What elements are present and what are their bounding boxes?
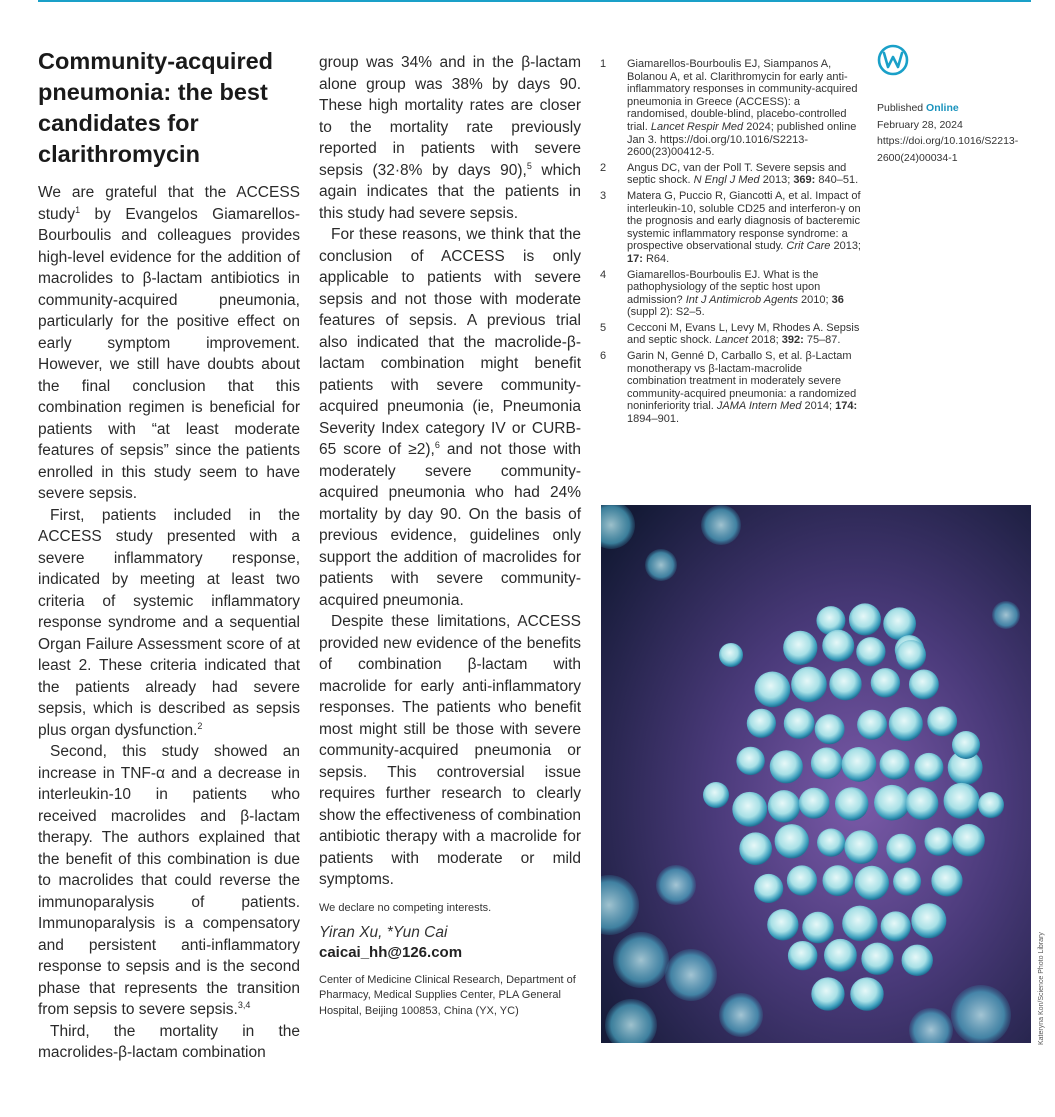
bacterium-cell <box>770 750 803 783</box>
bacterium-cell <box>842 906 877 941</box>
bacterium-cell <box>896 640 926 670</box>
bacterium-cell <box>736 747 764 775</box>
article-column-2 <box>319 52 581 1019</box>
reference-item: 4 Giamarellos-Bourboulis EJ. What is the pathophysiology of the septic host upon admission? Int J Antimicrob Agents 2010; 36 (suppl 2): S2–5. <box>600 268 844 319</box>
bacterium-cell <box>857 710 887 740</box>
paragraph: Third, the mortality in the macrolides-β-lactam combination <box>38 1022 300 1061</box>
bacterium-cell <box>861 943 893 975</box>
bacterium-cell <box>927 706 957 736</box>
bacterium-cell <box>829 668 861 700</box>
reference-number: 3 <box>600 189 607 202</box>
bacterium-cell <box>880 749 910 779</box>
reference-number: 6 <box>600 350 607 363</box>
bacterium-cell <box>856 637 885 666</box>
paragraph: Despite these limitations, ACCESS provided new evidence of the benefits of combination β-lactam with macrolide for early anti-inflammatory responses. The patients who benefit most might still be those with severe community-acquired pneumonia or sepsis. This controversial issue requires further research to clearly show the effectiveness of combination antibiotic therapy with a macrolide for patients with moderate or mild symptoms. <box>319 613 581 888</box>
online-label: Online <box>926 102 959 114</box>
competing-interests: We declare no competing interests. <box>319 901 492 914</box>
published-line: Published Online <box>877 102 959 114</box>
reference-item: 1 Giamarellos-Bourboulis EJ, Siampanos A, Bolanou A, et al. Clarithromycin for early anti-inflammatory responses in community-acquired pneumonia in Greece (ACCESS): a randomised, double-blind, placebo-controlled trial. Lancet Respir Med 2024; published online Jan 3. https://doi.org/10.1016/S2213-2600(23)00412-5. <box>600 58 858 159</box>
bacterium-cell <box>768 790 800 822</box>
bacterium-cell <box>799 788 830 819</box>
bacterium-cell <box>881 911 911 941</box>
bacterium-cell <box>754 874 783 903</box>
bacterium-cell <box>889 707 923 741</box>
bacterium-cell <box>775 824 809 858</box>
bacterium-cell <box>732 792 767 827</box>
bacterium-cell <box>755 672 791 708</box>
blurred-cell <box>656 865 696 905</box>
reference-number: 5 <box>600 321 607 334</box>
blurred-cell <box>992 601 1020 629</box>
bacterium-cell <box>835 787 868 820</box>
publication-date: February 28, 2024 <box>877 118 963 131</box>
bacterium-cell <box>811 747 843 779</box>
authors: Yiran Xu, *Yun Cai <box>319 923 448 941</box>
bacterium-cell <box>815 714 845 744</box>
bacterium-cell <box>952 731 980 759</box>
bacterium-cell <box>842 747 877 782</box>
reference-item: 5 Cecconi M, Evans L, Levy M, Rhodes A. Sepsis and septic shock. Lancet 2018; 392: 75–87. <box>600 321 860 347</box>
bacterium-cell <box>784 708 815 739</box>
bacterium-cell <box>924 828 952 856</box>
bacteria-illustration <box>601 505 1031 1043</box>
bacterium-cell <box>931 865 962 896</box>
bacterium-cell <box>911 903 946 938</box>
bacterium-cell <box>767 909 798 940</box>
bacterium-cell <box>886 834 916 864</box>
article-title: Community-acquired pneumonia: the best candidates for clarithromycin <box>38 48 274 167</box>
bacterium-cell <box>914 753 943 782</box>
paragraph: We are grateful that the ACCESS study$^1$ by Evangelos Giamarellos-Bourboulis and colleagues provides high-level evidence for the addition of macrolides to β-lactam antibiotics in community-acquired pneumonia, particularly for the positive effect on early symptom improvement. However, we still have doubts about the final conclusion that this combination regimen is beneficial for patients with “at least moderate features of sepsis” since the patients enrolled in this study seem to have severe sepsis. <box>38 184 300 502</box>
bacterium-cell <box>739 832 772 865</box>
bacterium-cell <box>883 607 916 640</box>
reference-item: 2 Angus DC, van der Poll T. Severe sepsis and septic shock. N Engl J Med 2013; 369: 840–51. <box>600 161 859 187</box>
blurred-cell <box>719 993 763 1037</box>
bacterium-cell <box>893 868 921 896</box>
blurred-cell <box>645 549 677 581</box>
online-first-logo-icon <box>877 44 909 76</box>
bacterium-cell <box>822 630 854 662</box>
bacterium-cell <box>871 668 900 697</box>
bacterium-cell <box>953 824 985 856</box>
bacterium-cell <box>978 792 1004 818</box>
bacterium-cell <box>824 939 857 972</box>
image-credit: Kateryna Kon/Science Photo Library <box>1038 932 1045 1045</box>
paragraph: First, patients included in the ACCESS study presented with a severe inflammatory response, indicated by meeting at least two criteria of systemic inflammatory response syndrome and a sequential Organ Failure Assessment score of at least 2. These criteria indicated that the patients already had severe sepsis, which is described as sepsis plus organ dysfunction.$^2$ <box>38 506 300 739</box>
paragraph: Second, this study showed an increase in TNF-α and a decrease in interleukin-10 in patients who received macrolides and β-lactam therapy. The authors explained that the benefit of this combination is due to macrolides that could reverse the immunoparalysis of patients. Immunoparalysis is a compensatory and persistent anti-inflammatory response to sepsis and is the second phase that represents the transition from sepsis to severe sepsis.$^{3,4}$ <box>38 743 300 1018</box>
reference-number: 4 <box>600 268 607 281</box>
bacterium-cell <box>719 643 743 667</box>
bacterium-cell <box>944 783 980 819</box>
article-column-1 <box>38 46 300 1064</box>
author-email-link[interactable]: caicai_hh@126.com <box>319 943 463 961</box>
paragraph: For these reasons, we think that the conclusion of ACCESS is only applicable to patients with severe sepsis and not those with moderate features of sepsis. A previous trial also indicated that the macrolide-β-lactam combination might benefit patients with severe community-acquired pneumonia (ie, Pneumonia Severity Index category IV or CURB-65 score of ≥2),$^6$ and not those with moderately severe community-acquired pneumonia who had 24% mortality by day 90. On the basis of previous evidence, guidelines only support the addition of macrolides for patients with severe community-acquired pneumonia. <box>319 226 581 609</box>
blurred-cell <box>613 932 669 988</box>
publication-info <box>877 100 1032 166</box>
bacterium-cell <box>855 866 889 900</box>
bacterium-cell <box>747 709 776 738</box>
bacterium-cell <box>791 667 827 703</box>
bacterium-cell <box>783 631 817 665</box>
reference-number: 1 <box>600 58 607 70</box>
affiliation: Center of Medicine Clinical Research, Department of Pharmacy, Medical Supplies Center, PLA General Hospital, Beijing 100853, China (YX, YC) <box>319 973 576 1017</box>
bacteria-micrograph-image <box>601 505 1031 1043</box>
bacterium-cell <box>822 865 853 896</box>
bacterium-cell <box>850 977 883 1010</box>
reference-number: 2 <box>600 161 607 174</box>
reference-list <box>600 58 862 426</box>
bacterium-cell <box>817 829 845 857</box>
reference-item: 6 Garin N, Genné D, Carballo S, et al. β-Lactam monotherapy vs β-lactam-macrolide combination treatment in moderately severe community-acquired pneumonia: a randomized noninferiority trial. JAMA Intern Med 2014; 174: 1894–901. <box>600 350 858 426</box>
bacterium-cell <box>844 830 878 864</box>
bacterium-cell <box>788 941 817 970</box>
paragraph: group was 34% and in the β-lactam alone group was 38% by days 90. These high mortality rates are closer to the mortality rate previously reported in patients with severe sepsis (32·8% by days 90),$^5$ which again indicates that the patients in this study had severe sepsis. <box>319 54 581 222</box>
blurred-cell <box>701 505 741 545</box>
publication-sidebar <box>877 44 1032 166</box>
bacterium-cell <box>703 782 729 808</box>
bacterium-cell <box>811 977 844 1010</box>
bacterium-cell <box>802 912 834 944</box>
bacterium-cell <box>902 945 933 976</box>
bacterium-cell <box>849 603 881 635</box>
bacterium-cell <box>787 865 817 895</box>
bacterium-cell <box>906 787 939 820</box>
bacterium-cell <box>909 670 939 700</box>
references-column <box>600 58 862 429</box>
top-rule <box>38 0 1031 2</box>
bacterium-cell <box>874 785 910 821</box>
reference-item: 3 Matera G, Puccio R, Giancotti A, et al. Impact of interleukin-10, soluble CD25 and interferon-γ on the prognosis and early diagnosis of bacteremic systemic inflammatory response syndrome: a prospective observational study. Crit Care 2013; 17: R64. <box>600 189 861 265</box>
blurred-cell <box>951 985 1011 1043</box>
blurred-cell <box>665 949 717 1001</box>
doi-link[interactable]: https://doi.org/10.1016/S2213-2600(24)00034-1 <box>877 135 1019 164</box>
